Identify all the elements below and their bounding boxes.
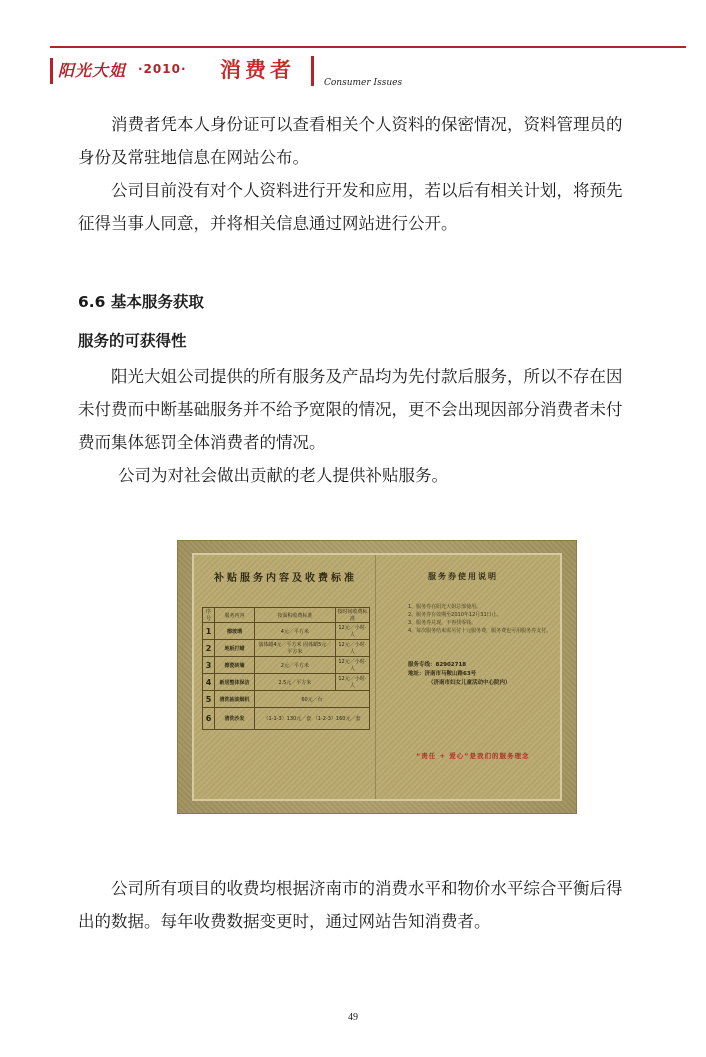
cell-no: 2 [203,640,215,657]
header-subtitle: Consumer Issues [324,78,403,88]
cell-no: 5 [203,691,215,708]
section-heading: 6.6 基本服务获取 [78,293,204,311]
cell-area-fee: （1-1-3）130元／套 （1-2-3）160元／套 [255,708,370,730]
cell-no: 1 [203,623,215,640]
cell-area-fee: 60元／台 [255,691,370,708]
address-detail: （济南市妇女儿童活动中心院内） [428,680,511,686]
table-row [203,623,370,640]
table-header: 服务内容 [215,608,255,623]
table-header: 按面积收费标准 [255,608,336,623]
header-brand: 阳光大姐 [58,61,127,80]
body-text-bottom [78,872,638,938]
voucher-left-title: 补贴服务内容及收费标准 [214,573,357,584]
header-bar-divider [311,56,314,86]
note-line: 1、服务券在阳光大姐总部使用。 [408,604,482,610]
voucher-right-title: 服务券使用说明 [428,571,498,581]
page-number: 49 [348,1012,358,1023]
cell-time-fee: 12元／小时·人 [335,674,369,691]
sub-heading: 服务的可获得性 [78,332,187,350]
note-line: 3、服务券兑现，不再找零钱。 [408,620,477,626]
table-row [203,640,370,657]
cell-service: 擦玻璃 [215,623,255,640]
paragraph: 公司所有项目的收费均根据济南市的消费水平和物价水平综合平衡后得出的数据。每年收费数据变更时，通过网站告知消费者。 [78,879,623,931]
cell-time-fee: 12元／小时·人 [335,657,369,674]
address: 地址：济南市马鞍山路63号 [408,671,477,677]
cell-time-fee: 12元／小时·人 [335,623,369,640]
cell-service: 擦瓷砖墙 [215,657,255,674]
cell-time-fee: 12元／小时·人 [335,640,369,657]
table-row [203,674,370,691]
body-text-top [78,108,638,240]
paragraph: 公司为对社会做出贡献的老人提供补贴服务。 [118,466,448,485]
cell-no: 4 [203,674,215,691]
table-header: 序号 [203,608,215,623]
cell-service: 新居整体保洁 [215,674,255,691]
fee-table [202,607,370,730]
cell-area-fee: 2元／平方米 [255,657,336,674]
hotline: 服务专线：82902718 [408,662,467,668]
header-title: 消费者 [220,58,295,82]
cell-no: 3 [203,657,215,674]
table-header-row [203,608,370,623]
cell-no: 6 [203,708,215,730]
voucher-notes [408,603,558,635]
voucher-contact [408,661,558,688]
note-line: 4、每次服务结束需另付十元服务费，服务费也可用服务券支付。 [408,628,552,634]
service-voucher-image [177,540,577,814]
header-year: ·2010· [138,62,187,76]
paragraph: 公司目前没有对个人资料进行开发和应用，若以后有相关计划，将预先征得当事人同意，并将相关信息通过网站进行公开。 [78,181,623,233]
header-bar-left [50,58,53,84]
cell-service: 清洗抽油烟机 [215,691,255,708]
table-row [203,708,370,730]
paragraph: 消费者凭本人身份证可以查看相关个人资料的保密情况，资料管理员的身份及常驻地信息在网站公布。 [78,115,623,167]
cell-area-fee: 2.5元／平方米 [255,674,336,691]
cell-service: 地板打蜡 [215,640,255,657]
paragraph: 阳光大姐公司提供的所有服务及产品均为先付款后服务，所以不存在因未付费而中断基础服务并不给予宽限的情况，更不会出现因部分消费者未付费而集体惩罚全体消费者的情况。 [78,367,623,452]
note-line: 2、服务券有效期至2010年12月31日止。 [408,612,502,618]
voucher-slogan: “责任 + 爱心”是我们的服务理念 [416,752,530,760]
voucher-fold [375,555,376,799]
table-header: 按时间收费标准 [335,608,369,623]
body-text-mid [78,360,638,492]
table-row [203,691,370,708]
table-row [203,657,370,674]
cell-service: 清洗沙发 [215,708,255,730]
cell-area-fee: 4元／平方米 [255,623,336,640]
header-rule [50,46,686,48]
cell-area-fee: 演体蜡4元／平方米 固体蜡5元／平方米 [255,640,336,657]
